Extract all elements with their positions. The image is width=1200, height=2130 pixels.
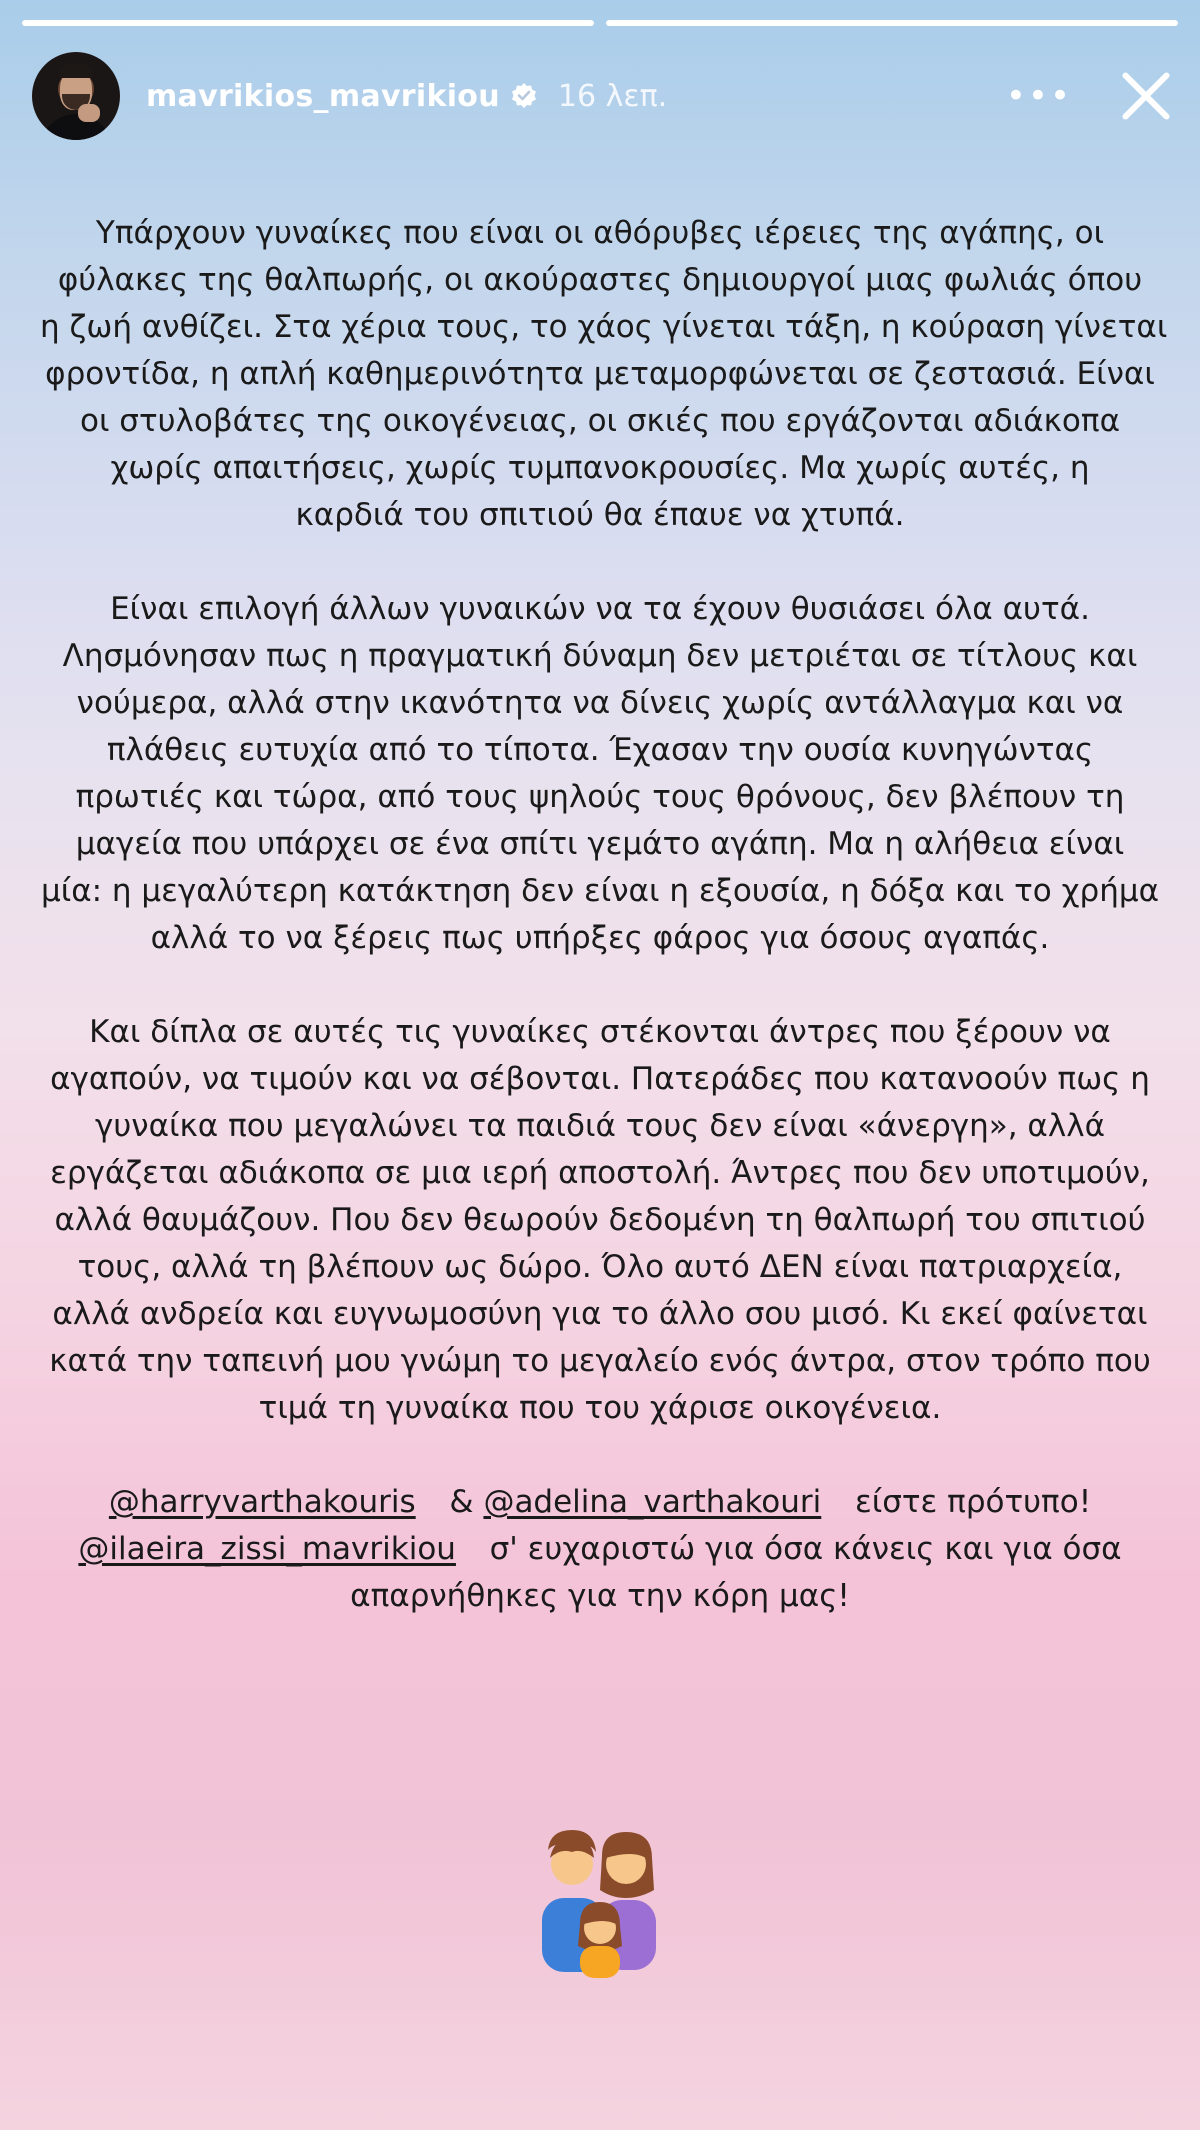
story-line: οι στυλοβάτες της οικογένειας, οι σκιές που εργάζονται αδιάκοπα bbox=[79, 403, 1120, 439]
username[interactable]: mavrikios_mavrikiou bbox=[146, 78, 500, 114]
story-line: καρδιά του σπιτιού θα έπαυε να χτυπά. bbox=[295, 497, 905, 533]
story-line: αλλά θαυμάζουν. Που δεν θεωρούν δεδομένη τη θαλπωρή του σπιτιού bbox=[54, 1202, 1146, 1238]
paragraph-3 bbox=[40, 1009, 1160, 1432]
story-progress-bar-1 bbox=[22, 20, 594, 26]
story-line: τους, αλλά τη βλέπουν ως δώρο. Όλο αυτό ΔΕΝ είναι πατριαρχεία, bbox=[77, 1249, 1123, 1285]
mention-harryvarthakouris[interactable]: @harryvarthakouris bbox=[108, 1484, 416, 1520]
time-ago: 16 λεπ. bbox=[557, 78, 668, 114]
story-line: τιμά τη γυναίκα που του χάρισε οικογένεια. bbox=[258, 1390, 942, 1426]
story-line: Και δίπλα σε αυτές τις γυναίκες στέκονται άντρες που ξέρουν να bbox=[89, 1014, 1111, 1050]
story-line: πλάθεις ευτυχία από το τίποτα. Έχασαν την ουσία κυνηγώντας bbox=[106, 732, 1094, 768]
mentions-line-1 bbox=[40, 1479, 1160, 1526]
story-line: μαγεία που υπάρχει σε ένα σπίτι γεμάτο αγάπη. Μα η αλήθεια είναι bbox=[75, 826, 1125, 862]
mentions-paragraph bbox=[40, 1479, 1160, 1620]
story-line: κατά την ταπεινή μου γνώμη το μεγαλείο ενός άντρα, στον τρόπο που bbox=[49, 1343, 1151, 1379]
story-line: αλλά ανδρεία και ευγνωμοσύνη για το άλλο σου μισό. Κι εκεί φαίνεται bbox=[52, 1296, 1148, 1332]
family-emoji bbox=[520, 1828, 680, 1978]
story-line: γυναίκα που μεγαλώνει τα παιδιά τους δεν είναι «άνεργη», αλλά bbox=[95, 1108, 1105, 1144]
story-line: φροντίδα, η απλή καθημερινότητα μεταμορφώνεται σε ζεστασιά. Είναι bbox=[45, 356, 1155, 392]
ampersand: & bbox=[449, 1484, 474, 1520]
story-progress bbox=[22, 20, 1178, 26]
story-line: αλλά το να ξέρεις πως υπήρξες φάρος για όσους αγαπάς. bbox=[150, 920, 1050, 956]
story-line: Λησμόνησαν πως η πραγματική δύναμη δεν μετριέται σε τίτλους και bbox=[62, 638, 1138, 674]
paragraph-1 bbox=[40, 210, 1168, 539]
story-header bbox=[32, 52, 1176, 140]
story-line: φύλακες της θαλπωρής, οι ακούραστες δημιουργοί μιας φωλιάς όπου bbox=[57, 262, 1143, 298]
story-progress-fill-1 bbox=[22, 20, 594, 26]
story-line: χωρίς απαιτήσεις, χωρίς τυμπανοκρουσίες. Μα χωρίς αυτές, η bbox=[110, 450, 1090, 486]
close-icon[interactable] bbox=[1116, 66, 1176, 126]
verified-badge-icon bbox=[510, 82, 538, 110]
mention-suffix-1: είστε πρότυπο! bbox=[854, 1484, 1092, 1520]
story-line: μία: η μεγαλύτερη κατάκτηση δεν είναι η εξουσία, η δόξα και το χρήμα bbox=[40, 873, 1159, 909]
story-line: πρωτιές και τώρα, από τους ψηλούς τους θρόνους, δεν βλέπουν τη bbox=[75, 779, 1125, 815]
story-line: αγαπούν, να τιμούν και να σέβονται. Πατεράδες που κατανοούν πως η bbox=[50, 1061, 1150, 1097]
story-line: νούμερα, αλλά στην ικανότητα να δίνεις χωρίς αντάλλαγμα και να bbox=[76, 685, 1124, 721]
story-progress-fill-2 bbox=[606, 20, 1178, 26]
story-line: εργάζεται αδιάκοπα σε μια ιερή αποστολή. Άντρες που δεν υποτιμούν, bbox=[50, 1155, 1150, 1191]
mention-adelina-varthakouri[interactable]: @adelina_varthakouri bbox=[483, 1484, 822, 1520]
mention-suffix-2: σ' ευχαριστώ για όσα κάνεις και για όσα bbox=[489, 1531, 1122, 1567]
paragraph-2 bbox=[40, 586, 1160, 962]
story-progress-bar-2 bbox=[606, 20, 1178, 26]
mentions-line-3: απαρνήθηκες για την κόρη μας! bbox=[350, 1578, 850, 1614]
story-text bbox=[40, 210, 1168, 1667]
mentions-line-2 bbox=[40, 1526, 1160, 1573]
mention-ilaeira-zissi-mavrikiou[interactable]: @ilaeira_zissi_mavrikiou bbox=[78, 1531, 456, 1567]
story-line: Υπάρχουν γυναίκες που είναι οι αθόρυβες ιέρειες της αγάπης, οι bbox=[95, 215, 1105, 251]
story-line: Είναι επιλογή άλλων γυναικών να τα έχουν θυσιάσει όλα αυτά. bbox=[110, 591, 1090, 627]
avatar[interactable] bbox=[32, 52, 120, 140]
more-options-button[interactable]: ••• bbox=[1005, 76, 1072, 116]
story-line: η ζωή ανθίζει. Στα χέρια τους, το χάος γίνεται τάξη, η κούραση γίνεται bbox=[40, 309, 1168, 345]
